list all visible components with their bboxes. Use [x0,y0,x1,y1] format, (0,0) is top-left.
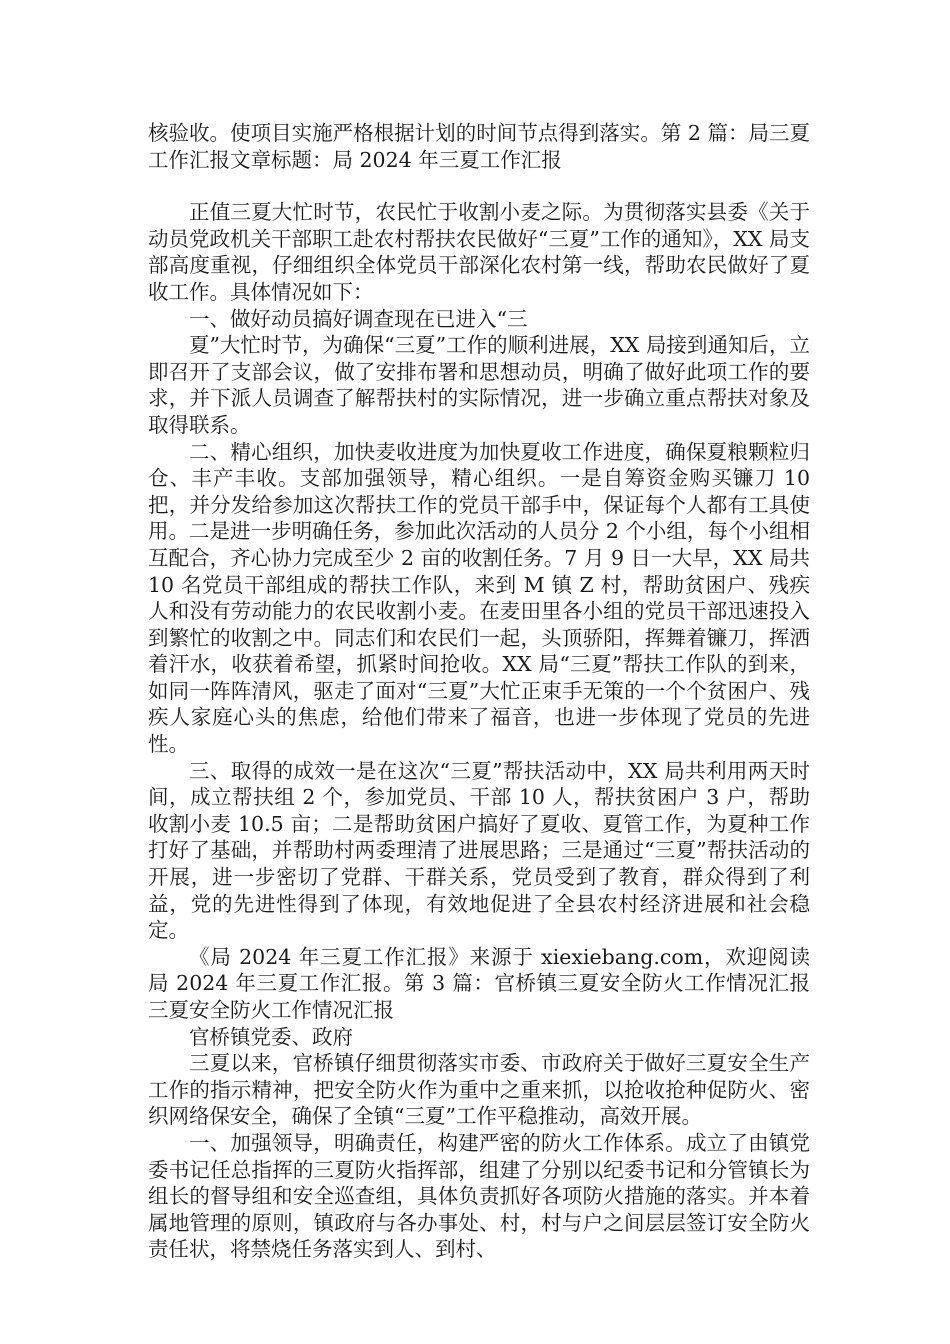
paragraph-section-2: 二、精心组织，加快麦收进度为加快夏收工作进度，确保夏粮颗粒归仓、丰产丰收。支部加强领导，精心组织。一是自筹资金购买镰刀 10 把，并分发给参加这次帮扶工作的党员干部手中，保证每个人都有工具使用。二是进一步明确任务，参加此次活动的人员分 2 个小组，每个小组相互配合，齐心协力完成至少 2 亩的收割任务。7 月 9 日一大早，XX 局共 10 名党员干部组成的帮扶工作队，来到 M 镇 Z 村，帮助贫困户、残疾人和没有劳动能力的农民收割小麦。在麦田里各小组的党员干部迅速投入到繁忙的收割之中。同志们和农民们一起，头顶骄阳，挥舞着镰刀，挥洒着汗水，收获着希望，抓紧时间抢收。XX 局“三夏”帮扶工作队的到来，如同一阵阵清风，驱走了面对“三夏”大忙正束手无策的一个个贫困户、残疾人家庭心头的焦虑，给他们带来了福音，也进一步体现了党员的先进性。 [148,439,810,757]
paragraph-intro-continuation: 核验收。使项目实施严格根据计划的时间节点得到落实。第 2 篇：局三夏工作汇报文章标题：局 2024 年三夏工作汇报 [148,121,810,172]
section-heading-1: 一、做好动员搞好调查现在已进入“三 [189,306,528,331]
paragraph-author: 官桥镇党委、政府 [189,1024,353,1049]
paragraph-fire-safety-intro: 三夏以来，官桥镇仔细贯彻落实市委、市政府关于做好三夏安全生产工作的指示精神，把安全防火作为重中之重来抓，以抢收抢种促防火、密织网络保安全，确保了全镇“三夏”工作平稳推动，高效开展。 [148,1051,810,1129]
paragraph-source-note: 《局 2024 年三夏工作汇报》来源于 xiexiebang.com，欢迎阅读局 2024 年三夏工作汇报。第 3 篇：官桥镇三夏安全防火工作情况汇报三夏安全防火工作情况汇报 [148,944,810,1022]
paragraph-background: 正值三夏大忙时节，农民忙于收割小麦之际。为贯彻落实县委《关于动员党政机关干部职工赴农村帮扶农民做好“三夏”工作的通知》，XX 局支部高度重视，仔细组织全体党员干部深化农村第一线，帮助农民做好了夏收工作。具体情况如下： [148,200,810,304]
paragraph-spacer [148,173,810,199]
paragraph-section-1: 夏”大忙时节，为确保“三夏”工作的顺利进展，XX 局接到通知后，立即召开了支部会议，做了安排布署和思想动员，明确了做好此项工作的要求，并下派人员调查了解帮扶村的实际情况，进一步确立重点帮扶对象及取得联系。 [148,333,810,437]
paragraph-section-3: 三、取得的成效一是在这次“三夏”帮扶活动中，XX 局共利用两天时间，成立帮扶组 2 个，参加党员、干部 10 人，帮扶贫困户 3 户，帮助收割小麦 10.5 亩；二是帮助贫困户搞好了夏收、夏管工作，为夏种工作打好了基础，并帮助村两委理清了进展思路；三是通过“三夏”帮扶活动的开展，进一步密切了党群、干群关系，党员受到了教育，群众得到了利益，党的先进性得到了体现，有效地促进了全县农村经济进展和社会稳定。 [148,758,810,943]
document-body [148,120,810,1263]
paragraph-fire-safety-section-1: 一、加强领导，明确责任，构建严密的防火工作体系。成立了由镇党委书记任总指挥的三夏防火指挥部，组建了分别以纪委书记和分管镇长为组长的督导组和安全巡查组，具体负责抓好各项防火措施的落实。并本着属地管理的原则，镇政府与各办事处、村，村与户之间层层签订安全防火责任状，将禁烧任务落实到人、到村、 [148,1130,810,1262]
